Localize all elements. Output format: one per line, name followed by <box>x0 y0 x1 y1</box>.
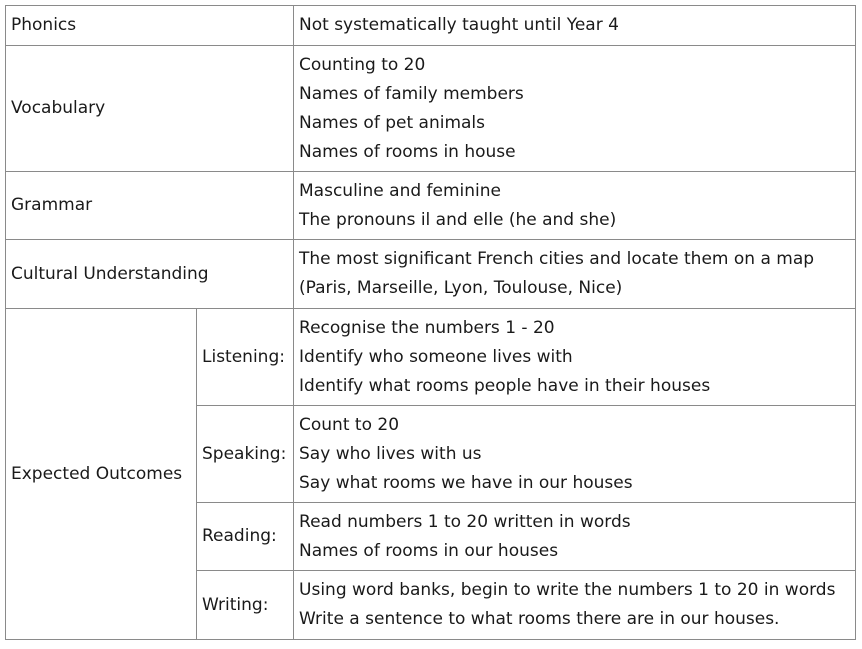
skill-label-reading: Reading: <box>197 503 294 571</box>
table-row-listening <box>6 309 856 406</box>
content-line: The pronouns il and elle (he and she) <box>299 209 617 230</box>
table-row-cultural-understanding <box>6 240 856 309</box>
table-row-phonics <box>6 6 856 46</box>
table-row-vocabulary <box>6 46 856 172</box>
row-label-cultural-understanding: Cultural Understanding <box>6 240 294 309</box>
row-label-grammar: Grammar <box>6 172 294 240</box>
row-content-grammar <box>294 172 856 240</box>
row-content-cultural-understanding <box>294 240 856 309</box>
skill-content-writing <box>294 571 856 640</box>
content-line: Say who lives with us <box>299 443 482 464</box>
table-row-grammar <box>6 172 856 240</box>
content-line: Write a sentence to what rooms there are in our houses. <box>299 609 780 629</box>
content-line: Read numbers 1 to 20 written in words <box>299 511 631 532</box>
content-line: Recognise the numbers 1 - 20 <box>299 317 555 338</box>
content-line: Names of rooms in our houses <box>299 540 559 561</box>
content-line: Masculine and feminine <box>299 180 502 201</box>
skill-content-speaking <box>294 406 856 503</box>
row-content-vocabulary <box>294 46 856 172</box>
content-line: Names of family members <box>299 83 524 104</box>
row-label-phonics: Phonics <box>6 6 294 46</box>
content-line: Identify who someone lives with <box>299 346 573 367</box>
row-label-expected-outcomes: Expected Outcomes <box>6 309 197 640</box>
content-line: (Paris, Marseille, Lyon, Toulouse, Nice) <box>299 278 623 298</box>
content-line: Names of pet animals <box>299 112 486 133</box>
row-content-phonics <box>294 6 856 46</box>
curriculum-table <box>5 5 856 640</box>
skill-content-listening <box>294 309 856 406</box>
skill-content-reading <box>294 503 856 571</box>
content-line: Using word banks, begin to write the numbers 1 to 20 in words <box>299 580 836 600</box>
content-line: The most significant French cities and locate them on a map <box>299 249 815 269</box>
skill-label-writing: Writing: <box>197 571 294 640</box>
content-line: Identify what rooms people have in their houses <box>299 375 711 396</box>
content-line: Counting to 20 <box>299 54 426 75</box>
content-line: Not systematically taught until Year 4 <box>299 15 619 35</box>
skill-label-listening: Listening: <box>197 309 294 406</box>
content-line: Say what rooms we have in our houses <box>299 472 633 493</box>
content-line: Count to 20 <box>299 414 400 435</box>
content-line: Names of rooms in house <box>299 141 516 162</box>
skill-label-speaking: Speaking: <box>197 406 294 503</box>
curriculum-document <box>5 5 855 640</box>
row-label-vocabulary: Vocabulary <box>6 46 294 172</box>
